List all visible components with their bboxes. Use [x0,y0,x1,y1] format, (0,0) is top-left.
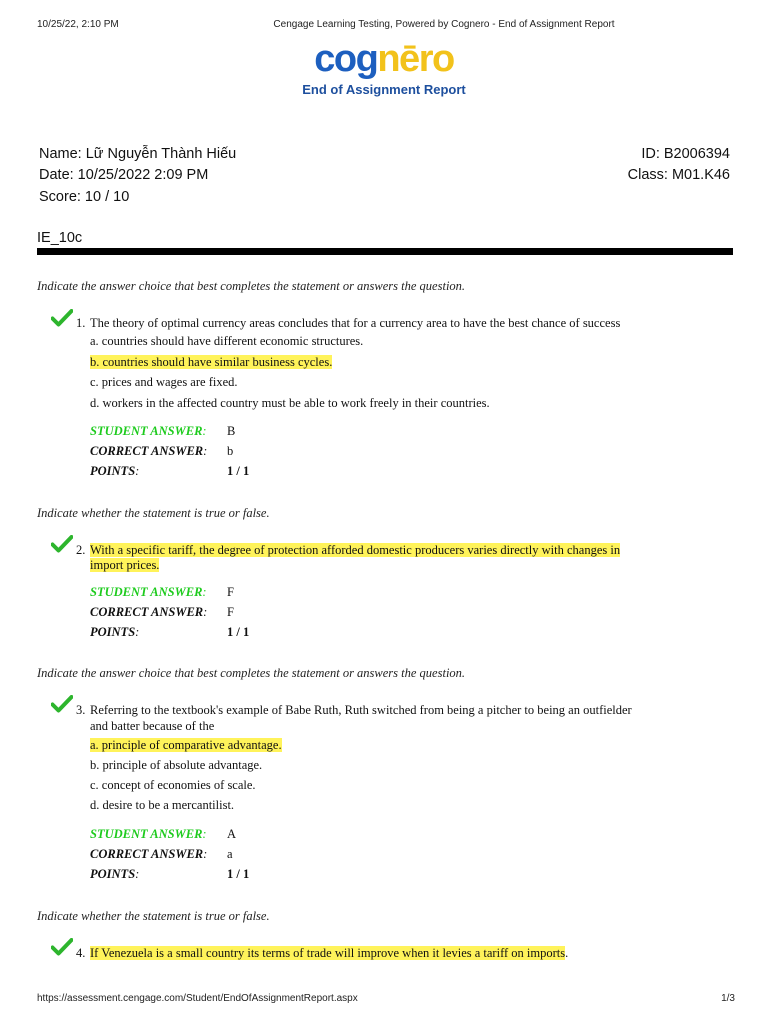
question-text [90,945,568,961]
question-number: 3. [76,703,86,717]
student-answer-value: A [227,827,237,841]
student-answer-value: F [227,585,234,599]
student-answer-label-text: STUDENT ANSWER [90,827,203,841]
label-colon: : [203,444,208,458]
points-value: 1 / 1 [227,464,250,478]
instruction-mc: Indicate the answer choice that best completes the statement or answers the question. [37,279,466,293]
label-colon: : [202,827,207,841]
option-d: d. workers in the affected country must be able to work freely in their countries. [90,396,490,410]
page-url: https://assessment.cengage.com/Student/EndOfAssignmentReport.aspx [37,993,358,1004]
instruction-mc: Indicate the answer choice that best completes the statement or answers the question. [37,666,466,680]
option-d: d. desire to be a mercantilist. [90,798,235,812]
label-colon: : [203,847,208,861]
points-value: 1 / 1 [227,625,250,639]
option-a-text: a. principle of comparative advantage. [90,738,282,752]
class-code: Class: M01.K46 [627,167,730,183]
question-number: 1. [76,316,86,330]
correct-check-icon [51,535,73,553]
score: Score: 10 / 10 [39,189,130,205]
correct-check-icon [51,695,73,713]
correct-answer-label-text: CORRECT ANSWER [90,847,204,861]
correct-answer-label [90,444,207,459]
option-a: a. countries should have different economic structures. [90,334,364,348]
correct-answer-value: F [227,605,234,619]
logo-text-nero: nēro [377,38,454,80]
correct-answer-label-text: CORRECT ANSWER [90,605,204,619]
correct-answer-label [90,605,207,620]
student-answer-label [90,585,207,600]
correct-answer-label-text: CORRECT ANSWER [90,444,204,458]
print-datetime: 10/25/22, 2:10 PM [37,19,119,30]
student-answer-label-text: STUDENT ANSWER [90,424,203,438]
question-text-highlight: With a specific tariff, the degree of protection afforded domestic producers varies directly with changes in [90,543,621,557]
report-title: End of Assignment Report [302,82,466,97]
question-text-line1 [90,542,620,558]
option-b-text: b. countries should have similar business cycles. [90,355,333,369]
label-colon: : [135,867,140,881]
correct-check-icon [51,938,73,956]
question-text: The theory of optimal currency areas concludes that for a currency area to have the best chance of success [90,316,621,330]
correct-answer-value: b [227,444,234,458]
section-divider [37,248,733,255]
points-value: 1 / 1 [227,867,250,881]
logo-text-cog: cog [314,38,378,80]
student-name: Name: Lữ Nguyễn Thành Hiếu [39,146,237,162]
student-answer-label [90,424,207,439]
instruction-tf: Indicate whether the statement is true or false. [37,506,270,520]
question-text-line2 [90,557,159,573]
student-id: ID: B2006394 [641,146,730,162]
question-text-line1: Referring to the textbook's example of Babe Ruth, Ruth switched from being a pitcher to being an outfielder [90,703,632,717]
question-text-highlight: import prices. [90,558,160,572]
points-label [90,625,139,640]
label-colon: : [135,464,140,478]
option-b: b. principle of absolute advantage. [90,758,263,772]
instruction-tf: Indicate whether the statement is true or false. [37,909,270,923]
points-label-text: POINTS [90,464,136,478]
question-number: 2. [76,543,86,557]
label-colon: : [202,424,207,438]
section-title: IE_10c [37,230,83,246]
question-text-highlight: If Venezuela is a small country its terms of trade will improve when it levies a tariff on imports [90,946,566,960]
cognero-logo [0,37,768,81]
student-answer-label-text: STUDENT ANSWER [90,585,203,599]
label-colon: : [135,625,140,639]
option-a-highlighted [90,737,282,753]
report-date: Date: 10/25/2022 2:09 PM [39,167,209,183]
correct-answer-value: a [227,847,233,861]
option-c: c. concept of economies of scale. [90,778,256,792]
student-answer-value: B [227,424,236,438]
option-c: c. prices and wages are fixed. [90,375,238,389]
page-number: 1/3 [721,993,735,1004]
question-text-line2: and batter because of the [90,719,215,733]
correct-answer-label [90,847,207,862]
points-label [90,867,139,882]
correct-check-icon [51,309,73,327]
label-colon: : [203,605,208,619]
question-number: 4. [76,946,86,960]
points-label [90,464,139,479]
student-answer-label [90,827,207,842]
print-page-title: Cengage Learning Testing, Powered by Cognero - End of Assignment Report [273,19,615,30]
points-label-text: POINTS [90,625,136,639]
question-text-end: . [565,946,569,960]
points-label-text: POINTS [90,867,136,881]
option-b-highlighted [90,354,332,370]
label-colon: : [202,585,207,599]
